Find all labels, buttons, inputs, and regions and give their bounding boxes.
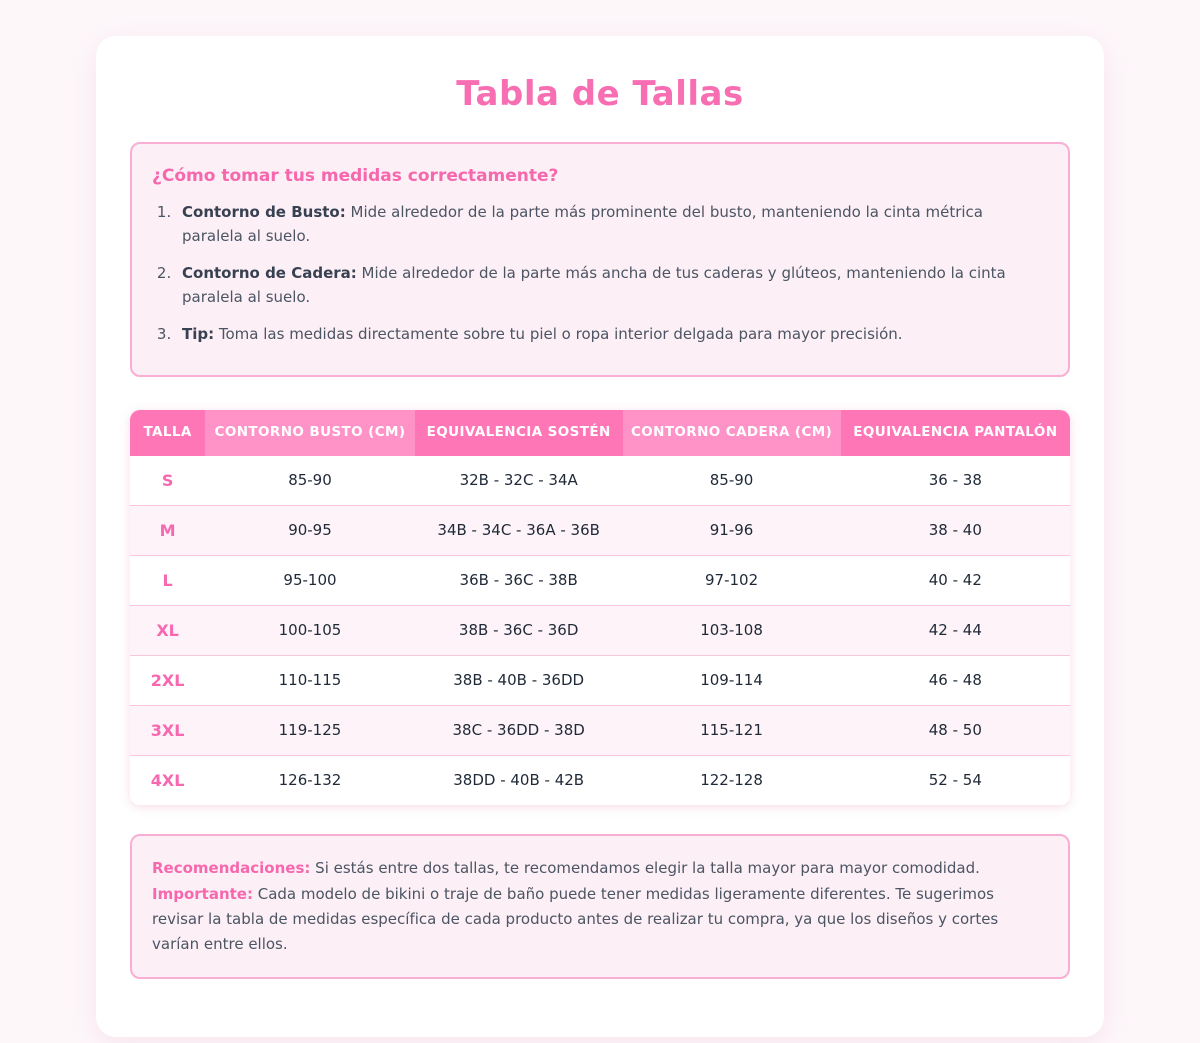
bra-cell: 38B - 36C - 36D <box>415 605 623 655</box>
table-row-2xl <box>130 655 1070 705</box>
pant-cell: 48 - 50 <box>841 705 1070 755</box>
instruction-label: Contorno de Busto: <box>182 203 346 221</box>
bust-cell: 100-105 <box>205 605 415 655</box>
table-row-xl <box>130 605 1070 655</box>
pant-cell: 40 - 42 <box>841 555 1070 605</box>
recommendation-text: Si estás entre dos tallas, te recomendamos elegir la talla mayor para mayor comodidad. <box>315 858 980 877</box>
pant-cell: 46 - 48 <box>841 655 1070 705</box>
instruction-text: Toma las medidas directamente sobre tu piel o ropa interior delgada para mayor precisión. <box>218 325 903 343</box>
recommendation-note <box>152 856 1048 881</box>
hip-cell: 85-90 <box>623 456 841 505</box>
instruction-item-busto <box>176 200 1048 248</box>
size-cell: L <box>130 555 205 605</box>
hip-cell: 97-102 <box>623 555 841 605</box>
instructions-list <box>152 200 1048 346</box>
column-header-sosten: EQUIVALENCIA SOSTÉN <box>415 410 623 456</box>
bust-cell: 95-100 <box>205 555 415 605</box>
hip-cell: 122-128 <box>623 755 841 805</box>
hip-cell: 115-121 <box>623 705 841 755</box>
size-cell: 3XL <box>130 705 205 755</box>
bra-cell: 38B - 40B - 36DD <box>415 655 623 705</box>
table-row-m <box>130 505 1070 555</box>
instruction-text: Mide alrededor de la parte más ancha de tus caderas y glúteos, manteniendo la cinta paralela al suelo. <box>182 264 1006 306</box>
size-guide-card <box>96 36 1104 1037</box>
bust-cell: 119-125 <box>205 705 415 755</box>
instruction-text: Mide alrededor de la parte más prominente del busto, manteniendo la cinta métrica paralela al suelo. <box>182 203 983 245</box>
pant-cell: 38 - 40 <box>841 505 1070 555</box>
bra-cell: 38DD - 40B - 42B <box>415 755 623 805</box>
size-cell: XL <box>130 605 205 655</box>
important-note <box>152 882 1048 956</box>
table-row-s <box>130 456 1070 505</box>
bra-cell: 34B - 34C - 36A - 36B <box>415 505 623 555</box>
hip-cell: 91-96 <box>623 505 841 555</box>
hip-cell: 103-108 <box>623 605 841 655</box>
column-header-cadera: CONTORNO CADERA (CM) <box>623 410 841 456</box>
bust-cell: 126-132 <box>205 755 415 805</box>
instructions-heading: ¿Cómo tomar tus medidas correctamente? <box>152 166 559 186</box>
bust-cell: 90-95 <box>205 505 415 555</box>
size-cell: M <box>130 505 205 555</box>
table-row-4xl <box>130 755 1070 805</box>
instruction-item-tip <box>176 322 1048 346</box>
bra-cell: 32B - 32C - 34A <box>415 456 623 505</box>
page-title: Tabla de Tallas <box>456 74 744 114</box>
pant-cell: 36 - 38 <box>841 456 1070 505</box>
hip-cell: 109-114 <box>623 655 841 705</box>
pant-cell: 52 - 54 <box>841 755 1070 805</box>
notes-box <box>130 834 1070 979</box>
pant-cell: 42 - 44 <box>841 605 1070 655</box>
column-header-busto: CONTORNO BUSTO (CM) <box>205 410 415 456</box>
size-table-body <box>130 456 1070 805</box>
important-text: Cada modelo de bikini o traje de baño puede tener medidas ligeramente diferentes. Te sugerimos revisar la tabla de medidas específica de cada producto antes de realizar tu compra, ya que los diseños y cortes varían entre ellos. <box>152 885 999 953</box>
table-row-3xl <box>130 705 1070 755</box>
size-cell: S <box>130 456 205 505</box>
size-table-header <box>130 410 1070 456</box>
important-label: Importante: <box>152 885 253 904</box>
bust-cell: 110-115 <box>205 655 415 705</box>
size-cell: 4XL <box>130 755 205 805</box>
column-header-pantalon: EQUIVALENCIA PANTALÓN <box>841 410 1070 456</box>
bra-cell: 38C - 36DD - 38D <box>415 705 623 755</box>
measuring-instructions-box <box>130 142 1070 377</box>
bust-cell: 85-90 <box>205 456 415 505</box>
table-row-l <box>130 555 1070 605</box>
instruction-item-cadera <box>176 261 1048 309</box>
instruction-label: Contorno de Cadera: <box>182 264 357 282</box>
recommendation-label: Recomendaciones: <box>152 858 311 877</box>
column-header-talla: TALLA <box>130 410 205 456</box>
instruction-label: Tip: <box>182 325 215 343</box>
size-cell: 2XL <box>130 655 205 705</box>
bra-cell: 36B - 36C - 38B <box>415 555 623 605</box>
size-table <box>130 410 1070 805</box>
